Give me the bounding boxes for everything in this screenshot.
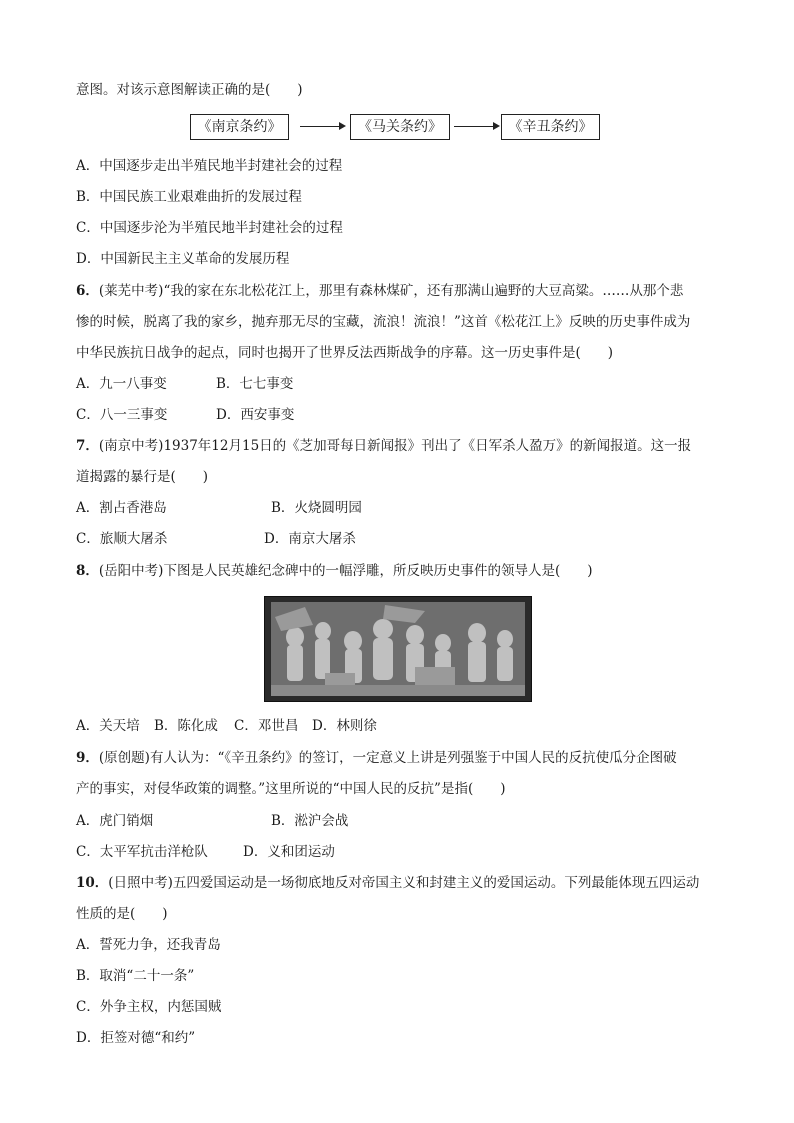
q9-option-c: C．太平军抗击洋枪队 — [76, 844, 208, 860]
q6-option-c: C．八一三事变 — [76, 407, 168, 423]
q10-option-b: B．取消“二十一条” — [76, 968, 195, 984]
q7-options-row-1 — [76, 498, 362, 518]
q7-option-c: C．旅顺大屠杀 — [76, 531, 168, 547]
q5-option-b: B．中国民族工业艰难曲折的发展过程 — [76, 189, 302, 205]
flow-box-xinchou: 《辛丑条约》 — [501, 114, 600, 140]
q7-option-a: A．割占香港岛 — [76, 500, 167, 516]
q8-option-a: A．关天培 — [76, 718, 140, 734]
q9-line-2: 产的事实，对侵华政策的调整。”这里所说的“中国人民的反抗”是指( ) — [76, 781, 506, 797]
q6-option-d: D．西安事变 — [216, 407, 295, 423]
q6-options-row-1 — [76, 374, 293, 394]
q10-text-1: (日照中考)五四爱国运动是一场彻底地反对帝国主义和封建主义的爱国运动。下列最能体现五四运动 — [108, 875, 700, 891]
monument-relief-image — [264, 596, 532, 702]
q8-text: (岳阳中考)下图是人民英雄纪念碑中的一幅浮雕，所反映历史事件的领导人是( ) — [98, 563, 593, 579]
q10-number: 10． — [76, 875, 109, 891]
q7-option-d: D．南京大屠杀 — [264, 531, 356, 547]
q8-options-row — [76, 716, 377, 736]
q6-line-2: 惨的时候，脱离了我的家乡，抛弃那无尽的宝藏，流浪！流浪！”这首《松花江上》反映的历史事件成为 — [76, 314, 691, 330]
q5-option-a: A．中国逐步走出半殖民地半封建社会的过程 — [76, 158, 343, 174]
q5-option-c: C．中国逐步沦为半殖民地半封建社会的过程 — [76, 220, 343, 236]
q10-line-1 — [76, 873, 699, 893]
q10-option-d: D．拒签对德“和约” — [76, 1030, 196, 1046]
q7-text-1: (南京中考)1937年12月15日的《芝加哥每日新闻报》刊出了《日军杀人盈万》的新闻报道。这一报 — [98, 438, 692, 454]
q7-option-b: B．火烧圆明园 — [271, 500, 362, 516]
flow-arrow-1 — [300, 126, 344, 127]
q6-line-3: 中华民族抗日战争的起点，同时也揭开了世界反法西斯战争的序幕。这一历史事件是( ) — [76, 345, 614, 361]
q7-line-2: 道揭露的暴行是( ) — [76, 469, 209, 485]
q9-options-row-2 — [76, 842, 335, 862]
q6-text-1: (莱芜中考)“我的家在东北松花江上，那里有森林煤矿，还有那满山遍野的大豆高粱。……从那个悲 — [98, 283, 684, 299]
flow-arrow-2 — [454, 126, 498, 127]
flow-box-maguan: 《马关条约》 — [350, 114, 450, 140]
q7-options-row-2 — [76, 529, 356, 549]
q9-number: 9． — [76, 750, 99, 766]
q9-text-1: (原创题)有人认为：“《辛丑条约》的签订，一定意义上讲是列强鉴于中国人民的反抗使瓜分企图破 — [98, 750, 677, 766]
q9-option-b: B．淞沪会战 — [271, 813, 349, 829]
q9-option-a: A．虎门销烟 — [76, 813, 154, 829]
q6-options-row-2 — [76, 405, 294, 425]
q10-line-2: 性质的是( ) — [76, 906, 168, 922]
q10-option-a: A．誓死力争，还我青岛 — [76, 937, 221, 953]
q6-line-1 — [76, 281, 683, 301]
q8-option-c: C．邓世昌 — [234, 718, 299, 734]
q9-option-d: D．义和团运动 — [243, 844, 335, 860]
q7-number: 7． — [76, 438, 99, 454]
q8-line — [76, 561, 592, 581]
q7-line-1 — [76, 436, 691, 456]
q6-option-b: B．七七事变 — [216, 376, 294, 392]
q6-option-a: A．九一八事变 — [76, 376, 167, 392]
q10-option-c: C．外争主权，内惩国贼 — [76, 999, 222, 1015]
q9-line-1 — [76, 748, 677, 768]
question-5-stem-end: 意图。对该示意图解读正确的是( ) — [76, 82, 303, 98]
relief-photo-placeholder — [265, 597, 531, 701]
q8-option-b: B．陈化成 — [154, 718, 218, 734]
q8-option-d: D．林则徐 — [312, 718, 377, 734]
flow-box-nanjing: 《南京条约》 — [190, 114, 289, 140]
q9-options-row-1 — [76, 811, 348, 831]
treaty-flow-diagram — [190, 114, 600, 144]
q5-option-d: D．中国新民主主义革命的发展历程 — [76, 251, 290, 267]
q6-number: 6． — [76, 283, 99, 299]
q8-number: 8． — [76, 563, 99, 579]
